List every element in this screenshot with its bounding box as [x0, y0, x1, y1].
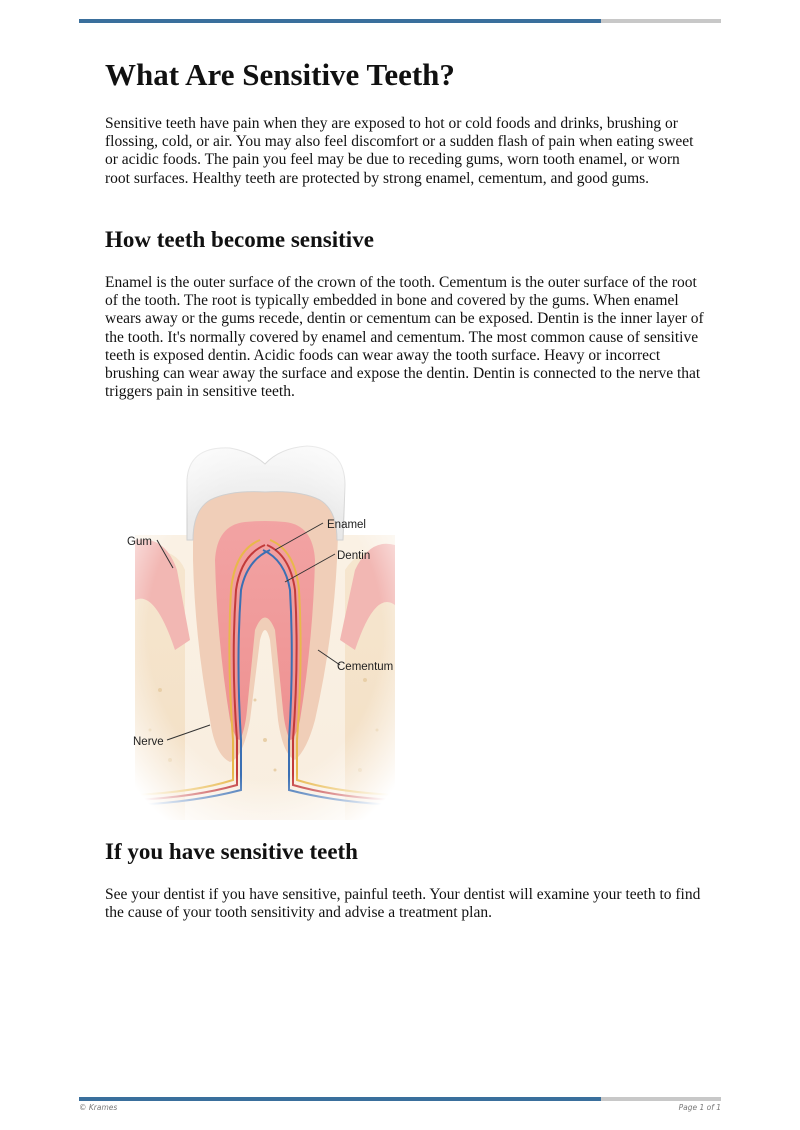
- label-gum: Gum: [127, 536, 152, 548]
- footer-copyright: © Krames: [79, 1103, 118, 1112]
- illustration-vignette: [115, 440, 415, 820]
- intro-paragraph: Sensitive teeth have pain when they are exposed to hot or cold foods and drinks, brushing or flossing, cold, or air. You may also feel discomfort or a sudden flash of pain when eating sweet or acidic foods. The pain you feel may be due to receding gums, worn tooth enamel, or worn root surfaces. Healthy teeth are protected by strong enamel, cementum, and good gums.: [105, 115, 694, 187]
- label-nerve: Nerve: [133, 736, 164, 748]
- page-title: What Are Sensitive Teeth?: [105, 57, 455, 92]
- top-rule: [79, 19, 721, 23]
- label-enamel: Enamel: [327, 519, 366, 531]
- label-dentin: Dentin: [337, 550, 371, 562]
- section-heading-if-you-have-sensitive-teeth: If you have sensitive teeth: [105, 839, 358, 864]
- document-content: [105, 55, 705, 922]
- footer-page-number: Page 1 of 1: [678, 1103, 721, 1112]
- top-rule-accent: [79, 19, 601, 23]
- tooth-anatomy-figure: [115, 440, 415, 820]
- bottom-rule: [79, 1097, 721, 1101]
- bottom-rule-accent: [79, 1097, 601, 1101]
- label-cementum: Cementum: [337, 661, 394, 673]
- section-body-how-teeth-become-sensitive: Enamel is the outer surface of the crown of the tooth. Cementum is the outer surface of the root of the tooth. The root is typically embedded in bone and covered by the gums. When enamel wears away or the gums recede, dentin or cementum can be exposed. Dentin is the inner layer of the tooth. It's normally covered by enamel and cementum. The most common cause of sensitive teeth is exposed dentin. Acidic foods can wear away the tooth surface. Heavy or incorrect brushing can wear away the surface and expose the dentin. Dentin is connected to the nerve that triggers pain in sensitive teeth.: [105, 274, 704, 401]
- section-heading-how-teeth-become-sensitive: How teeth become sensitive: [105, 227, 374, 252]
- section-body-if-you-have-sensitive-teeth: See your dentist if you have sensitive, painful teeth. Your dentist will examine your teeth to find the cause of your tooth sensitivity and advise a treatment plan.: [105, 886, 701, 922]
- tooth-illustration: [115, 440, 415, 820]
